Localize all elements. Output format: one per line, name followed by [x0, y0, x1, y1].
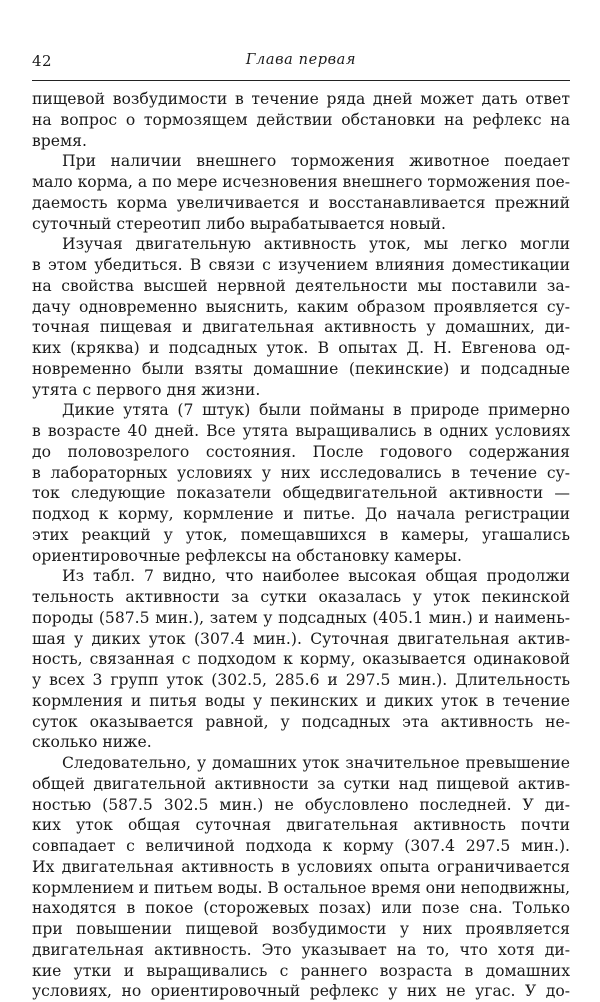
text-line: суточный стереотип либо вырабатывается новый.	[32, 214, 446, 233]
text-line: при повышении пищевой возбудимости у них проявляется	[32, 920, 570, 938]
text-line: утята с первого дня жизни.	[32, 380, 261, 399]
text-line: совпадает с величиной подхода к корму (307.4 297.5 мин.).	[32, 837, 570, 855]
text-line: Дикие утята (7 штук) были пойманы в природе примерно	[62, 401, 570, 420]
text-line: этих реакций у уток, помещавшихся в камеры, угашались	[32, 525, 570, 544]
text-line: до половозрелого состояния. После годового содержания	[32, 442, 570, 461]
text-line: на вопрос о тормозящем действии обстановки на рефлекс на	[32, 110, 570, 129]
text-line: кормления и питья воды у пекинских и диких уток в течение	[32, 691, 570, 710]
text-line: на свойства высшей нервной деятельности мы поставили за-	[32, 276, 570, 295]
text-line: кие утки и выращивались с раннего возраста в домашних	[32, 961, 570, 980]
paragraph	[32, 753, 570, 1002]
text-line: ких (кряква) и подсадных уток. В опытах Д. Н. Евгенова од-	[32, 339, 570, 357]
text-line: Их двигательная активность в условиях опыта ограничивается	[32, 857, 570, 876]
header-rule	[32, 80, 570, 81]
text-line: Следовательно, у домашних уток значительное превышение	[62, 754, 570, 772]
text-line: у всех 3 групп уток (302.5, 285.6 и 297.5 мин.). Длительность	[32, 671, 570, 689]
text-line: время.	[32, 131, 87, 150]
text-line: ток следующие показатели общедвигательной активности —	[32, 484, 570, 503]
page-header	[32, 52, 570, 74]
text-line: условиях, но ориентировочный рефлекс у них не угас. У до-	[32, 982, 570, 1001]
text-line: находятся в покое (сторожевых позах) или позе сна. Только	[32, 899, 570, 918]
text-line: ность, связанная с подходом к корму, оказывается одинаковой	[32, 650, 570, 669]
text-line: общей двигательной активности за сутки над пищевой актив-	[32, 774, 570, 793]
text-line: суток оказывается равной, у подсадных эта активность не-	[32, 712, 570, 731]
text-line: дачу одновременно выяснить, каким образом проявляется су-	[32, 297, 570, 316]
paragraph	[32, 89, 570, 151]
text-line: в возрасте 40 дней. Все утята выращивались в одних условиях	[32, 422, 570, 440]
text-line: кормлением и питьем воды. В остальное время они неподвижны,	[32, 878, 570, 897]
text-line: сколько ниже.	[32, 733, 152, 752]
page-number: 42	[32, 52, 53, 70]
text-line: ностью (587.5 302.5 мин.) не обусловлено последней. У ди-	[32, 795, 570, 814]
text-line: ориентировочные рефлексы на обстановку камеры.	[32, 546, 462, 565]
text-line: мало корма, а по мере исчезновения внешнего торможения пое-	[32, 173, 570, 191]
text-line: точная пищевая и двигательная активность у домашних, ди-	[32, 318, 570, 337]
text-line: двигательная активность. Это указывает на то, что хотя ди-	[32, 940, 570, 959]
running-head: Глава первая	[245, 52, 357, 68]
text-line: породы (587.5 мин.), затем у подсадных (405.1 мин.) и наимень-	[32, 608, 570, 627]
text-line: тельность активности за сутки оказалась у уток пекинской	[32, 588, 570, 606]
text-line: ких уток общая суточная двигательная активность почти	[32, 816, 570, 835]
text-line: подход к корму, кормление и питье. До начала регистрации	[32, 505, 570, 523]
paragraph	[32, 400, 570, 566]
paragraph	[32, 234, 570, 400]
paragraph	[32, 566, 570, 753]
text-line: При наличии внешнего торможения животное поедает	[62, 152, 570, 171]
text-line: в этом убедиться. В связи с изучением влияния доместикации	[32, 256, 570, 274]
paragraph	[32, 151, 570, 234]
text-line: пищевой возбудимости в течение ряда дней может дать ответ	[32, 90, 570, 108]
page-body	[32, 89, 570, 1002]
text-line: новременно были взяты домашние (пекинские) и подсадные	[32, 359, 570, 378]
text-line: в лабораторных условиях у них исследовались в течение су-	[32, 463, 570, 482]
text-line: даемость корма увеличивается и восстанавливается прежний	[32, 193, 570, 212]
text-line: Изучая двигательную активность уток, мы легко могли	[62, 235, 570, 254]
text-line: Из табл. 7 видно, что наиболее высокая общая продолжи	[62, 567, 570, 586]
text-line: шая у диких уток (307.4 мин.). Суточная двигательная актив-	[32, 629, 570, 648]
